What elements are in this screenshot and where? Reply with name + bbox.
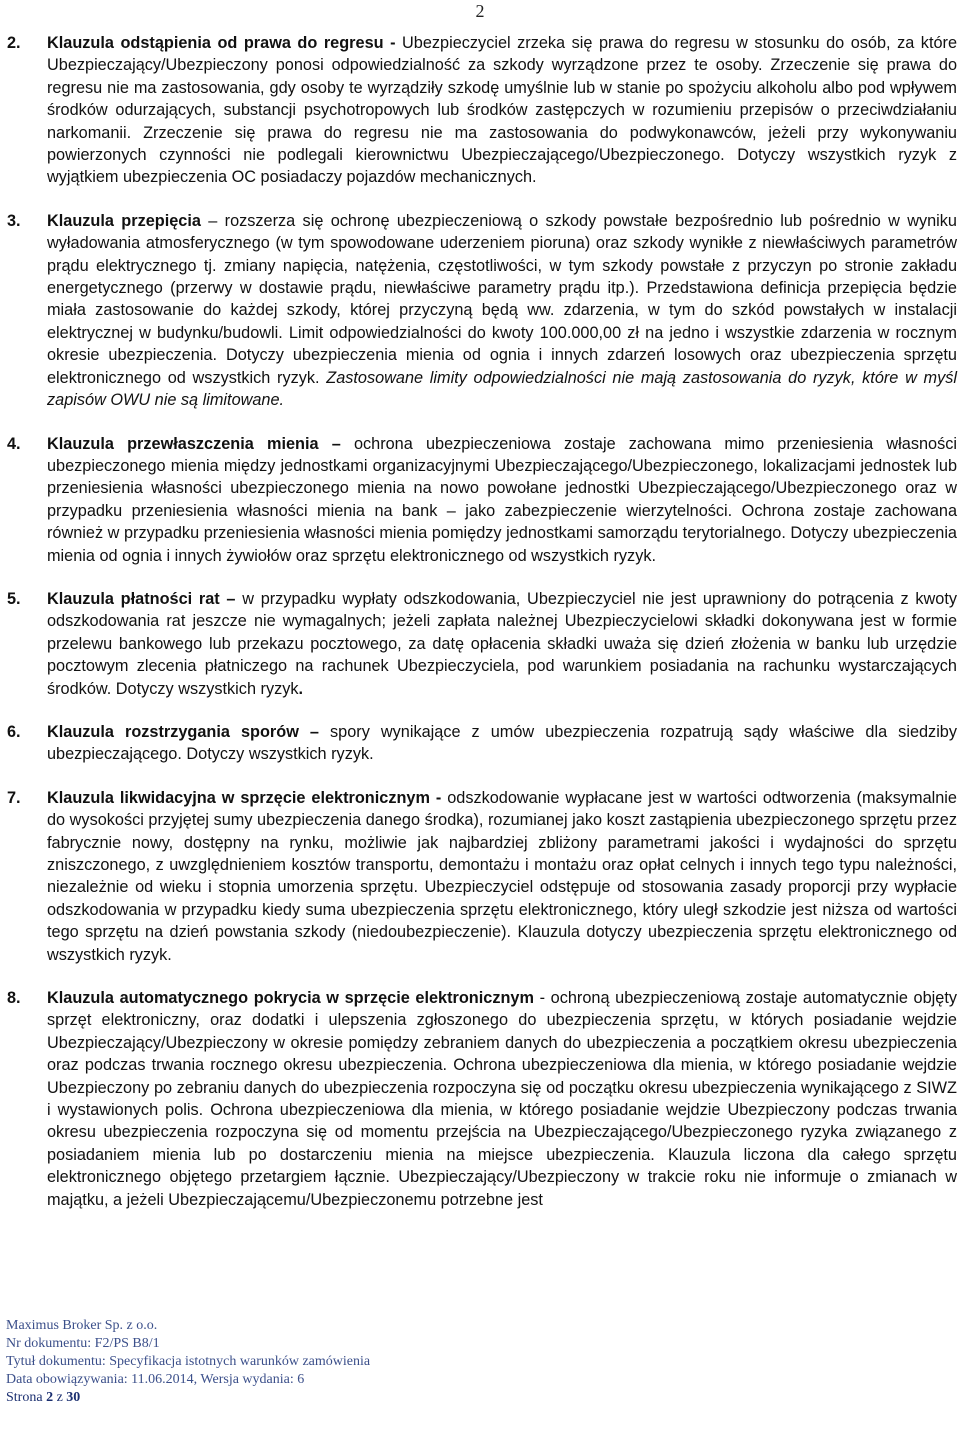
clause-title: Klauzula rozstrzygania sporów – (47, 722, 319, 741)
clause-end-period: . (298, 679, 304, 698)
footer-page-indicator (6, 1389, 526, 1407)
clause-body (47, 721, 957, 766)
document-footer (6, 1317, 526, 1407)
clause-body (47, 210, 957, 412)
clause-body (47, 433, 957, 567)
clause-2 (7, 32, 957, 189)
footer-page-separator: z (53, 1390, 67, 1405)
clause-body (47, 787, 957, 966)
clause-text: odszkodowanie wypłacane jest w wartości odtworzenia (maksymalnie do wysokości przyjętej sumy ubezpieczenia danego środka), rozumianej jako koszt zastąpienia ubezpieczonego sprzętu przez fabrycznie nowy, dostępny na rynku, możliwie jak najbardziej zbliżony parametrami jakości i wydajności do sprzętu zniszczonego, z uwzględnieniem kosztów transportu, demontażu i montażu oraz opłat celnych i innych tego typu należności, niezależnie od wieku i stopnia umorzenia sprzętu. Ubezpieczyciel odstępuje od stosowania zasady proporcji przy wypłacie odszkodowania w przypadku kiedy suma ubezpieczenia sprzętu elektronicznego, który uległ szkodzie jest niższa od wartości tego sprzętu na dzień powstania szkody (niedoubezpieczenie). Klauzula dotyczy ubezpieczenia sprzętu elektronicznego od wszystkich ryzyk. (47, 788, 957, 964)
clause-body (47, 32, 957, 189)
clause-7 (7, 787, 957, 966)
footer-strona-label: Strona (6, 1390, 47, 1405)
footer-page-total: 30 (66, 1390, 81, 1405)
clause-title: Klauzula płatności rat – (47, 589, 236, 608)
footer-page-current: 2 (46, 1390, 54, 1405)
clause-number: 5. (7, 589, 21, 608)
clause-number: 3. (7, 211, 21, 230)
clause-body (47, 588, 957, 700)
clause-text: w przypadku wypłaty odszkodowania, Ubezpieczyciel nie jest uprawniony do potrącenia z kwoty odszkodowania rat jeszcze nie wymagalnych; jeżeli zapłata należnej Ubezpieczycielowi składki dokonywana jest w formie przelewu bankowego lub przekazu pocztowego, za datę opłacenia składki uważa się dzień złożenia w banku lub urzędzie pocztowym zlecenia płatniczego na rachunek Ubezpieczyciela, pod warunkiem posiadania na rachunku wystarczających środków. Dotyczy wszystkich ryzyk (47, 589, 957, 698)
clause-number: 6. (7, 722, 21, 741)
clause-title: Klauzula automatycznego pokrycia w sprzęcie elektronicznym (47, 989, 534, 1008)
clause-text: Ubezpieczyciel zrzeka się prawa do regresu w stosunku do osób, za które Ubezpieczający/Ubezpieczony ponosi odpowiedzialność za szkody wyrządzone przez te osoby. Zrzeczenie się prawa do regresu nie ma zastosowania, gdy osoby te wyrządziły szkodę umyślnie lub w stanie po spożyciu alkoholu albo pod wpływem środków odurzających, substancji psychotropowych lub środków zastępczych w rozumieniu przepisów o przeciwdziałaniu narkomanii. Zrzeczenie się prawa do regresu nie ma zastosowania do podwykonawców, jeżeli przy wykonywaniu powierzonych czynności nie podlegali kierownictwu Ubezpieczającego/Ubezpieczonego. Dotyczy wszystkich ryzyk z wyjątkiem ubezpieczenia OC posiadaczy pojazdów mechanicznych. (47, 34, 957, 187)
clause-6 (7, 721, 957, 766)
clause-number: 8. (7, 989, 21, 1008)
clause-list (7, 32, 957, 1232)
footer-validity: Data obowiązywania: 11.06.2014, Wersja wydania: 6 (6, 1372, 305, 1387)
clause-body (47, 987, 957, 1211)
clause-title: Klauzula przepięcia (47, 211, 201, 230)
footer-doc-title: Tytuł dokumentu: Specyfikacja istotnych warunków zamówienia (6, 1354, 371, 1369)
clause-text: spory wynikające z umów ubezpieczenia rozpatrują sądy właściwe dla siedziby ubezpieczającego. Dotyczy wszystkich ryzyk. (47, 722, 958, 764)
clause-4 (7, 433, 957, 567)
clause-number: 7. (7, 788, 21, 807)
clause-5 (7, 588, 957, 700)
clause-text: ochrona ubezpieczeniowa zostaje zachowana mimo przeniesienia własności ubezpieczonego mienia między jednostkami organizacyjnymi Ubezpieczającego/Ubezpieczonego, lokalizacjami jednostek lub przeniesienia własności ubezpieczonego mienia na nowo powołane jednostki Ubezpieczającego/Ubezpieczonego oraz w przypadku przeniesienia własności mienia na bank – jako zabezpieczenie wierzytelności. Ochrona zostaje zachowana również w przypadku przeniesienia własności mienia pomiędzy jednostkami samorządu terytorialnego. Dotyczy ubezpieczenia mienia od ognia i innych żywiołów oraz sprzętu elektronicznego od wszystkich ryzyk. (47, 434, 957, 565)
page-number: 2 (475, 1, 485, 21)
clause-number: 4. (7, 434, 21, 453)
clause-8 (7, 987, 957, 1211)
clause-3 (7, 210, 957, 412)
clause-title: Klauzula likwidacyjna w sprzęcie elektronicznym - (47, 788, 442, 807)
clause-text: - ochroną ubezpieczeniową zostaje automatycznie objęty sprzęt elektroniczny, oraz dodatki i ulepszenia zgłoszonego do ubezpieczenia sprzętu, w których posiadanie wejdzie Ubezpieczający/Ubezpieczony w okresie pomiędzy zebraniem danych do ubezpieczenia a początkiem okresu ubezpieczenia oraz podczas trwania rocznego okresu ubezpieczenia. Ochrona ubezpieczeniowa dla mienia, w którego posiadanie wejdzie Ubezpieczony po zebraniu danych do ubezpieczenia rozpoczyna się od początku okresu ubezpieczenia wynikającego z SIWZ i wystawionych polis. Ochrona ubezpieczeniowa dla mienia, w którego posiadanie wejdzie Ubezpieczony podczas trwania okresu ubezpieczenia rozpoczyna się od momentu przejścia na Ubezpieczającego/Ubezpieczonego ryzyka związanego z posiadaniem mienia lub po dostarczeniu mienia na miejsce ubezpieczenia. Klauzula liczona dla całego sprzętu elektronicznego objętego przetargiem łącznie. Ubezpieczający/Ubezpieczony w trakcie roku nie informuje o zmianach w majątku, a jeżeli Ubezpieczającemu/Ubezpieczonemu potrzebne jest (47, 989, 957, 1209)
footer-doc-number: Nr dokumentu: F2/PS B8/1 (6, 1336, 160, 1351)
clause-title: Klauzula odstąpienia od prawa do regresu - (47, 34, 396, 52)
clause-text: – rozszerza się ochronę ubezpieczeniową o szkody powstałe bezpośrednio lub pośrednio w wyniku wyładowania atmosferycznego (w tym spowodowane uderzeniem pioruna) oraz szkody wynikłe z niewłaściwych parametrów prądu elektrycznego tj. zmiany napięcia, natężenia, częstotliwości, w tym szkody powstałe z przyczyn po stronie zakładu energetycznego (przerwy w dostawie prądu, niewłaściwe parametry prądu itp.). Przedstawiona definicja przepięcia będzie miała zastosowanie do każdej szkody, której przyczyną będą ww. zdarzenia, w tym do szkód powstałych w instalacji elektrycznej w budynku/budowli. Limit odpowiedzialności do kwoty 100.000,00 zł na jedno i wszystkie zdarzenia w rocznym okresie ubezpieczenia. Dotyczy ubezpieczenia mienia od ognia i innych zdarzeń losowych oraz ubezpieczenia sprzętu elektronicznego od wszystkich ryzyk. (47, 211, 957, 387)
footer-company: Maximus Broker Sp. z o.o. (6, 1318, 158, 1333)
clause-italic-note: Zastosowane limity odpowiedzialności nie mają zastosowania do ryzyk, które w myśl zapisów OWU nie są limitowane. (47, 368, 957, 410)
clause-number: 2. (7, 34, 21, 52)
clause-title: Klauzula przewłaszczenia mienia – (47, 434, 341, 453)
